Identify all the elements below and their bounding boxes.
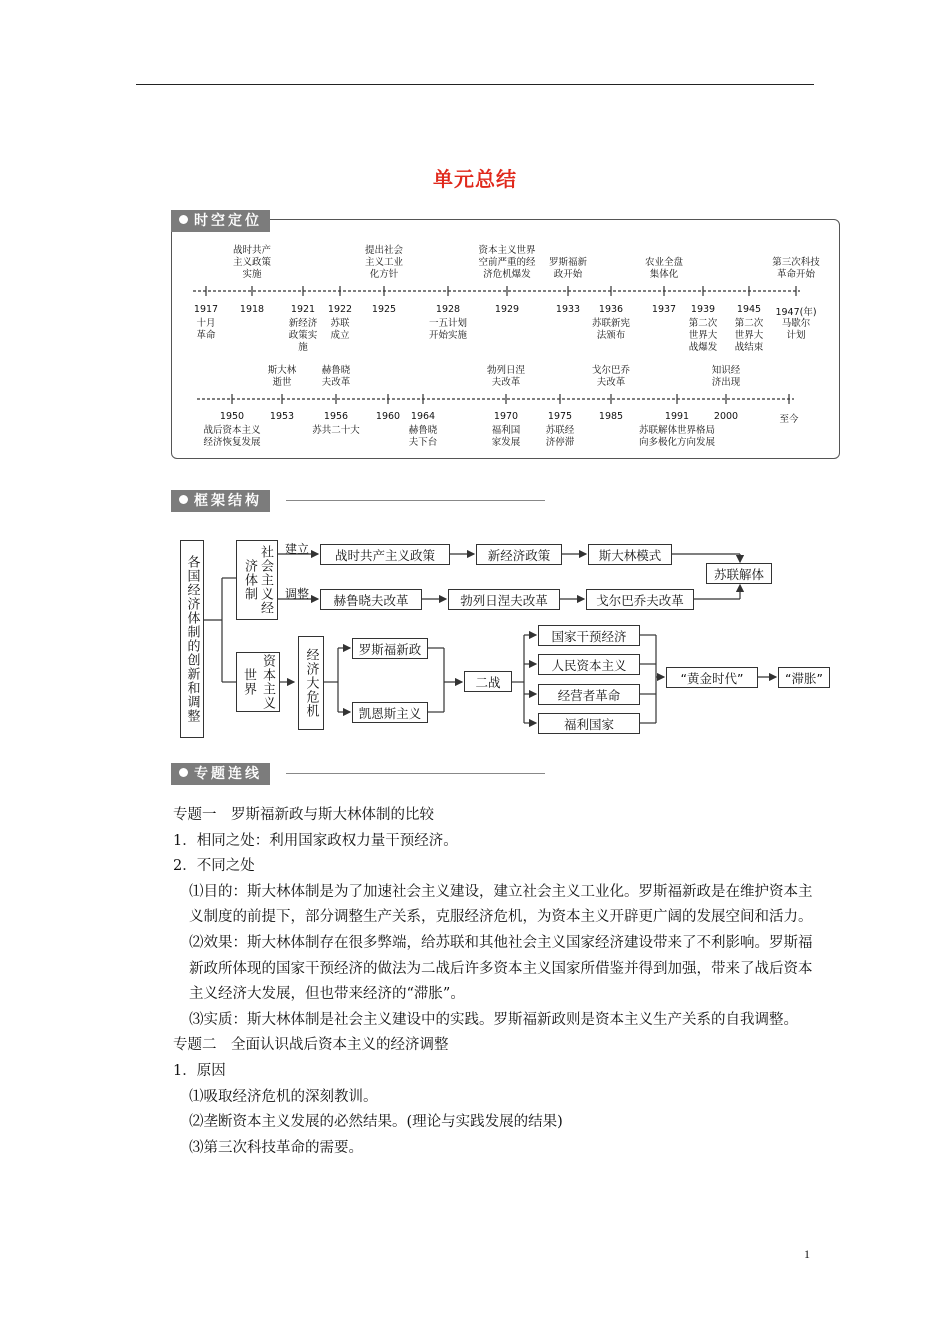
section-title: 时空定位: [194, 213, 262, 229]
timeline-year: 1928: [435, 304, 461, 315]
paragraph: 1．相同之处：利用国家政权力量干预经济。: [173, 832, 458, 849]
chain-box: 戈尔巴乔夫改革: [586, 589, 694, 610]
body-text: [173, 803, 815, 1161]
soviet-collapse-box: 苏联解体: [706, 563, 772, 584]
timeline-event: 戈尔巴乔 夫改革: [591, 365, 630, 388]
postwar-box: 国家干预经济: [538, 625, 640, 646]
timeline-event: 第二次 世界大 战结束: [734, 318, 764, 353]
timeline-event: 第二次 世界大 战爆发: [688, 318, 718, 353]
postwar-box: 人民资本主义: [538, 654, 640, 675]
postwar-box: 经营者革命: [538, 684, 640, 705]
paragraph: ⑵垄断资本主义发展的必然结果。(理论与实践发展的结果): [189, 1114, 563, 1131]
topic-heading: 专题二 全面认识战后资本主义的经济调整: [173, 1037, 449, 1054]
timeline-year: 1922: [327, 304, 353, 315]
socialist-system-box: 社会主义经济体制: [236, 540, 278, 620]
timeline-event: 第三次科技 革命开始: [772, 257, 820, 280]
timeline-year: 1975: [547, 411, 573, 422]
label-build: 建立: [285, 542, 310, 556]
timeline-year: 1947(年): [775, 307, 817, 318]
timeline-event: 战时共产 主义政策 实施: [232, 245, 271, 280]
paragraph: ⑶第三次科技革命的需要。: [189, 1139, 363, 1156]
page-title: 单元总结: [433, 167, 517, 191]
timeline-event: 苏共二十大: [312, 425, 360, 436]
framework-root: 各国经济体制的创新和调整: [180, 540, 204, 738]
timeline-event: 马歇尔 计划: [781, 318, 811, 341]
section-tag-topics: [171, 763, 270, 785]
section-rule: [286, 773, 545, 774]
golden-age-box: “黄金时代”: [666, 667, 758, 688]
timeline-year: 1937: [651, 304, 677, 315]
timeline-year: 1936: [598, 304, 624, 315]
chain-box: 战时共产主义政策: [320, 544, 450, 565]
paragraph: 2．不同之处: [173, 858, 255, 875]
timeline-event: 苏联经 济停滞: [545, 425, 575, 448]
paragraph: ⑶实质：斯大林体制是社会主义建设中的实践。罗斯福新政则是资本主义生产关系的自我调整。: [189, 1011, 798, 1028]
timeline-year: 1925: [371, 304, 397, 315]
timeline-event: 知识经 济出现: [711, 365, 741, 388]
timeline-year: 1921: [290, 304, 316, 315]
timeline-event: 资本主义世界 空前严重的经 济危机爆发: [478, 245, 536, 280]
ww2-box: 二战: [464, 671, 512, 692]
bullet-icon: [179, 768, 188, 777]
section-title: 框架结构: [194, 493, 262, 509]
timeline-event: 新经济 政策实 施: [288, 318, 318, 353]
timeline-event: 苏联解体世界格局 向多极化方向发展: [638, 425, 715, 448]
timeline-year: 1950: [219, 411, 245, 422]
paragraph: ⑴目的：斯大林体制是为了加速社会主义建设，建立社会主义工业化。罗斯福新政是在维护资本主义制度的前提下，部分调整生产关系，克服经济危机，为资本主义开辟更广阔的发展空间和活力。: [189, 883, 813, 926]
chain-box: 斯大林模式: [588, 544, 672, 565]
chain-box: 赫鲁晓夫改革: [320, 589, 422, 610]
paragraph: ⑵效果：斯大林体制存在很多弊端，给苏联和其他社会主义国家经济建设带来了不利影响。罗斯福新政所体现的国家干预经济的做法为二战后许多资本主义国家所借鉴并得到加强，带来了战后资本主义经济大发展，但也带来经济的“滞胀”。: [189, 934, 813, 1003]
keynes-box: 凯恩斯主义: [352, 702, 428, 723]
timeline-event: 勃列日涅 夫改革: [486, 365, 525, 388]
timeline-year: 1917: [193, 304, 219, 315]
timeline-event: 一五计划 开始实施: [428, 318, 467, 341]
paragraph: ⑴吸取经济危机的深刻教训。: [189, 1088, 378, 1105]
timeline-year: 1918: [239, 304, 265, 315]
timeline-year: 1960: [375, 411, 401, 422]
timeline-event: 十月 革命: [196, 318, 216, 341]
timeline-year: 1985: [598, 411, 624, 422]
capitalist-world-box: 资本主义世界: [236, 652, 280, 712]
section-title: 专题连线: [194, 766, 262, 782]
label-adjust: 调整: [285, 587, 310, 601]
timeline-year: 至今: [779, 414, 799, 425]
timeline-year: 1964: [410, 411, 436, 422]
timeline-year: 1929: [494, 304, 520, 315]
chain-box: 新经济政策: [476, 544, 562, 565]
timeline-year: 1933: [555, 304, 581, 315]
roosevelt-box: 罗斯福新政: [352, 638, 428, 659]
paragraph: 1．原因: [173, 1062, 226, 1079]
chain-box: 勃列日涅夫改革: [448, 589, 560, 610]
timeline-year: 2000: [713, 411, 739, 422]
crisis-box: 经济大危机: [298, 636, 324, 730]
timeline-event: 赫鲁晓 夫改革: [321, 365, 351, 388]
page-number: 1: [804, 1247, 810, 1261]
timeline-year: 1953: [269, 411, 295, 422]
timeline-year: 1945: [736, 304, 762, 315]
timeline-event: 苏联 成立: [330, 318, 350, 341]
timeline-event: 罗斯福新 政开始: [548, 257, 587, 280]
timeline-event: 苏联新宪 法颁布: [591, 318, 630, 341]
timeline-year: 1939: [690, 304, 716, 315]
postwar-box: 福利国家: [538, 713, 640, 734]
timeline-event: 农业全盘 集体化: [644, 257, 683, 280]
timeline-year: 1956: [323, 411, 349, 422]
timeline-year: 1970: [493, 411, 519, 422]
timeline-event: 赫鲁晓 夫下台: [408, 425, 438, 448]
topic-heading: 专题一 罗斯福新政与斯大林体制的比较: [173, 807, 434, 823]
timeline-year: 1991: [664, 411, 690, 422]
stagflation-box: “滞胀”: [778, 667, 830, 688]
timeline-event: 战后资本主义 经济恢复发展: [203, 425, 261, 448]
timeline-event: 提出社会 主义工业 化方针: [364, 245, 403, 280]
timeline-event: 福利国 家发展: [491, 425, 521, 448]
timeline-event: 斯大林 逝世: [267, 365, 297, 388]
